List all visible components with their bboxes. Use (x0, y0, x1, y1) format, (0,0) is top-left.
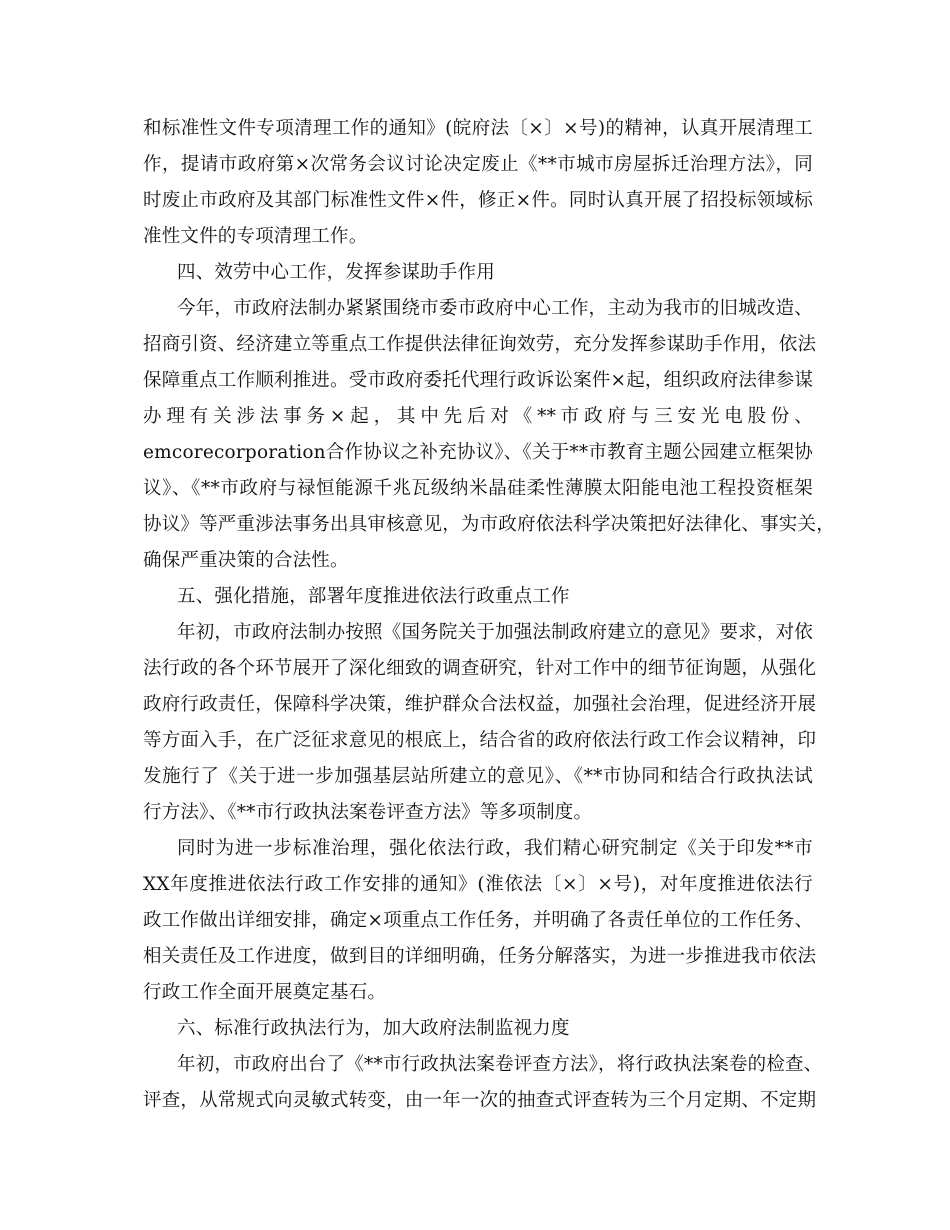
body-line: 政府行政责任，保障科学决策，维护群众合法权益，加强社会治理，促进经济开展 (143, 694, 817, 715)
section-heading: 六、标准行政执法行为，加大政府法制监视力度 (177, 1018, 570, 1039)
body-line: 作，提请市政府第×次常务会议讨论决定废止《**市城市房屋拆迁治理方法》，同 (143, 154, 813, 175)
body-line: 今年，市政府法制办紧紧围绕市委市政府中心工作，主动为我市的旧城改造、 (177, 298, 813, 319)
body-line: 同时为进一步标准治理，强化依法行政，我们精心研究制定《关于印发**市 (177, 838, 813, 859)
body-line: 评查，从常规式向灵敏式转变，由一年一次的抽查式评查转为三个月定期、不定期 (143, 1090, 817, 1111)
body-line: 和标准性文件专项清理工作的通知》(皖府法〔×〕×号)的精神，认真开展清理工 (143, 118, 813, 139)
body-line: emcorecorporation合作协议之补充协议》、《关于**市教育主题公园建立框架协 (143, 442, 813, 463)
body-line: 时废止市政府及其部门标准性文件×件，修正×件。同时认真开展了招投标领域标 (143, 190, 813, 211)
body-line: 议》、《**市政府与禄恒能源千兆瓦级纳米晶硅柔性薄膜太阳能电池工程投资框架 (143, 478, 813, 499)
section-heading: 四、效劳中心工作，发挥参谋助手作用 (177, 262, 495, 283)
body-line: 招商引资、经济建立等重点工作提供法律征询效劳，充分发挥参谋助手作用，依法 (143, 334, 817, 355)
body-line: 发施行了《关于进一步加强基层站所建立的意见》、《**市协同和结合行政执法试 (143, 766, 813, 787)
body-line: 办理有关涉法事务×起，其中先后对《**市政府与三安光电股份、 (143, 406, 813, 427)
body-line: 准性文件的专项清理工作。 (143, 226, 368, 247)
body-line: 保障重点工作顺利推进。受市政府委托代理行政诉讼案件×起，组织政府法律参谋 (143, 370, 814, 391)
body-line: 协议》等严重涉法事务出具审核意见，为市政府依法科学决策把好法律化、事实关， (143, 514, 835, 535)
body-line: 确保严重决策的合法性。 (143, 550, 349, 571)
body-line: XX年度推进依法行政工作安排的通知》(淮依法〔×〕×号)，对年度推进依法行 (143, 874, 813, 895)
body-line: 年初，市政府出台了《**市行政执法案卷评查方法》，将行政执法案卷的检查、 (177, 1054, 823, 1075)
section-heading: 五、强化措施，部署年度推进依法行政重点工作 (177, 586, 570, 607)
body-line: 行政工作全面开展奠定基石。 (143, 982, 387, 1003)
body-line: 相关责任及工作进度，做到目的详细明确，任务分解落实，为进一步推进我市依法 (143, 946, 817, 967)
body-line: 政工作做出详细安排，确定×项重点工作任务，并明确了各责任单位的工作任务、 (143, 910, 814, 931)
body-line: 等方面入手，在广泛征求意见的根底上，结合省的政府依法行政工作会议精神，印 (143, 730, 817, 751)
body-line: 法行政的各个环节展开了深化细致的调查研究，针对工作中的细节征询题，从强化 (143, 658, 817, 679)
body-line: 行方法》、《**市行政执法案卷评查方法》等多项制度。 (143, 802, 593, 823)
body-line: 年初，市政府法制办按照《国务院关于加强法制政府建立的意见》要求，对依 (177, 622, 813, 643)
